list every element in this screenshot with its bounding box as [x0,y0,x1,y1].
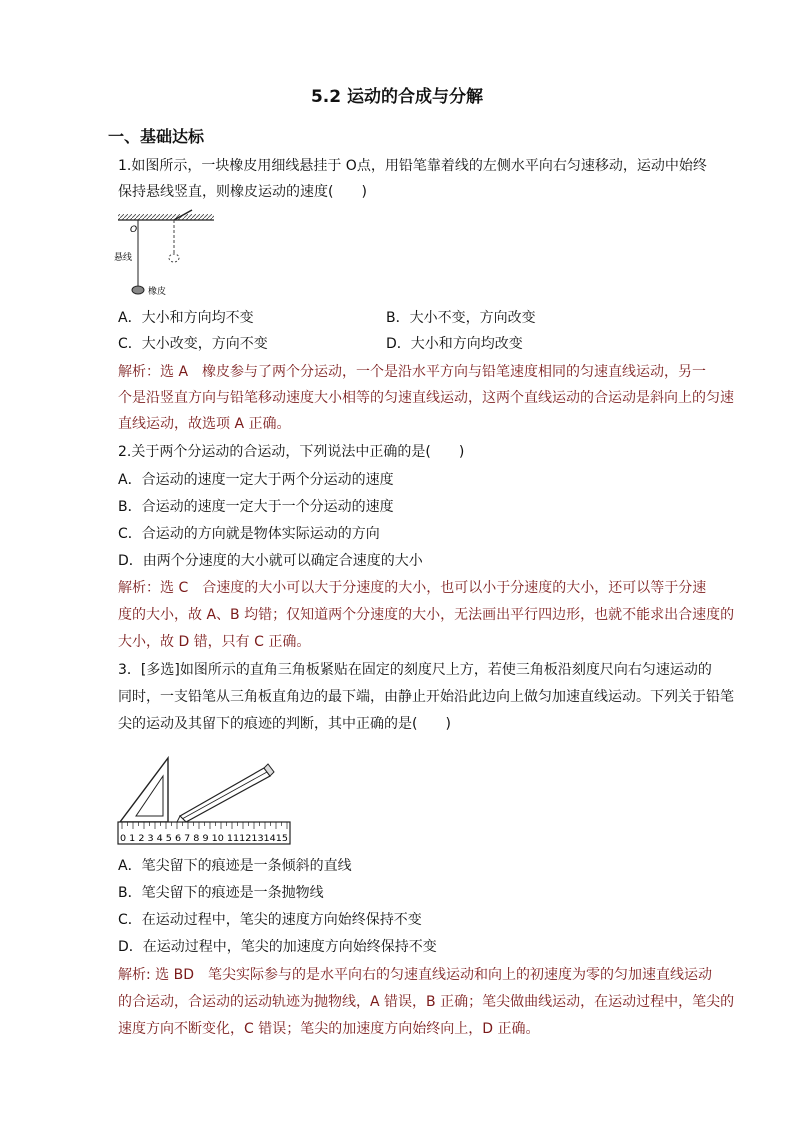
q1-option-c: C．大小改变，方向不变 [118,336,268,352]
q1-figure [112,206,222,302]
q3-answer-line-1: 解析: 选 BD 笔尖实际参与的是水平向右的匀速直线运动和向上的初速度为零的匀加速直线运动 [118,967,712,983]
q2-option-c: C．合运动的方向就是物体实际运动的方向 [118,526,380,542]
q2-stem: 2.关于两个分运动的合运动，下列说法中正确的是( ) [118,444,465,460]
q3-option-d: D．在运动过程中，笔尖的加速度方向始终保持不变 [118,939,437,955]
q2-answer-line-1: 解析：选 C 合速度的大小可以大于分速度的大小，也可以小于分速度的大小，还可以等于分速 [118,580,707,596]
ceiling-hatch [118,214,214,220]
q3-answer-line-2: 的合运动，合运动的运动轨迹为抛物线，A 错误，B 正确；笔尖做曲线运动，在运动过程中，笔尖的 [118,994,735,1010]
label-eraser: 橡皮 [148,287,167,297]
label-o: O [130,225,138,235]
q1-stem-line-2: 保持悬线竖直，则橡皮运动的速度( ) [118,184,367,200]
page-title: 5.2 运动的合成与分解 [310,87,484,107]
q1-answer-line-1: 解析：选 A 橡皮参与了两个分运动，一个是沿水平方向与铅笔速度相同的匀速直线运动，另一 [118,364,707,380]
q3-figure [114,752,294,848]
q3-answer-line-3: 速度方向不断变化，C 错误；笔尖的加速度方向始终向上，D 正确。 [118,1021,540,1037]
q3-option-b: B．笔尖留下的痕迹是一条抛物线 [118,885,324,901]
q2-option-b: B．合运动的速度一定大于一个分运动的速度 [118,499,394,515]
eraser-shape [132,286,144,294]
q2-answer-line-2: 度的大小，故 A、B 均错；仅知道两个分速度的大小，无法画出平行四边形，也就不能求出合速度的 [118,607,735,623]
q1-option-b: B．大小不变，方向改变 [386,310,536,326]
q1-stem-line-1: 1.如图所示，一块橡皮用细线悬挂于 O点，用铅笔靠着线的左侧水平向右匀速移动，运动中始终 [118,158,707,174]
set-square-outer [120,758,168,822]
q2-answer-line-3: 大小，故 D 错，只有 C 正确。 [118,634,311,650]
q1-answer-line-2: 个是沿竖直方向与铅笔移动速度大小相等的匀速直线运动，这两个直线运动的合运动是斜向上的匀速 [118,390,734,406]
q2-option-a: A．合运动的速度一定大于两个分运动的速度 [118,472,394,488]
section-heading: 一、基础达标 [108,127,205,146]
q3-stem-line-1: 3．[多选]如图所示的直角三角板紧贴在固定的刻度尺上方，若使三角板沿刻度尺向右匀速运动的 [118,662,712,678]
q1-option-a: A．大小和方向均不变 [118,310,254,326]
q1-option-d: D．大小和方向均改变 [386,336,523,352]
pencil [176,764,274,824]
q1-answer-line-3: 直线运动，故选项 A 正确。 [118,416,291,432]
q3-option-a: A．笔尖留下的痕迹是一条倾斜的直线 [118,858,352,874]
q3-stem-line-3: 尖的运动及其留下的痕迹的判断，其中正确的是( ) [118,716,451,732]
dashed-eraser [169,254,179,262]
ruler-numbers: 0 1 2 3 4 5 6 7 8 9 10 1112131415 [120,834,288,844]
label-thread: 悬线 [114,253,133,263]
q2-option-d: D．由两个分速度的大小就可以确定合速度的大小 [118,553,423,569]
q3-stem-line-2: 同时，一支铅笔从三角板直角边的最下端，由静止开始沿此边向上做匀加速直线运动。下列关于铅笔 [118,689,734,705]
q3-option-c: C．在运动过程中，笔尖的速度方向始终保持不变 [118,912,422,928]
